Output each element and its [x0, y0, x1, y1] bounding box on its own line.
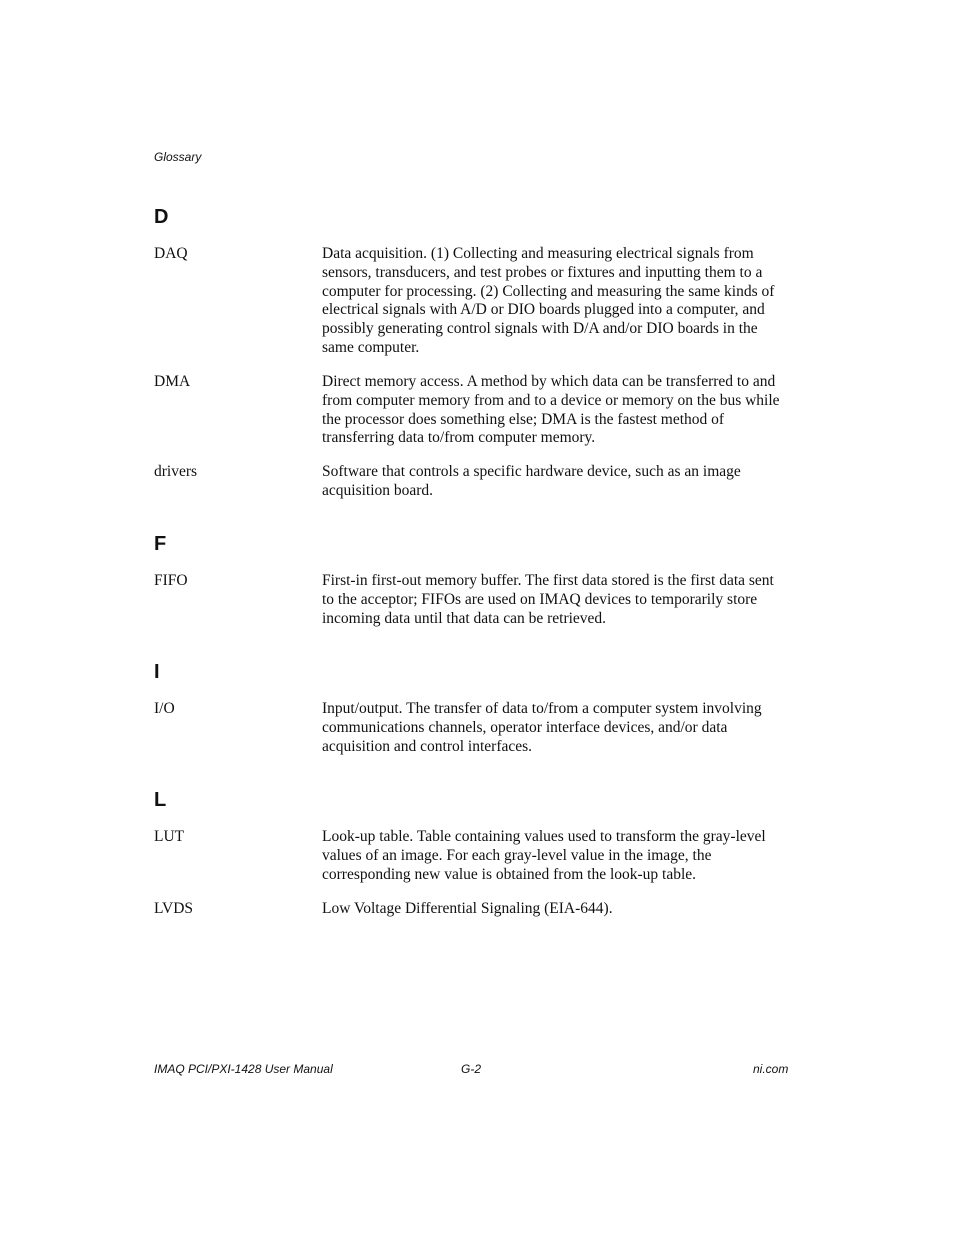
section-letter-i: I	[154, 661, 160, 683]
definition-line: First-in first-out memory buffer. The first data stored is the first data sent	[322, 572, 774, 589]
definition-line: possibly generating control signals with D/A and/or DIO boards in the	[322, 320, 758, 338]
footer-manual-title: IMAQ PCI/PXI-1428 User Manual	[154, 1062, 333, 1076]
definition-line: Look-up table. Table containing values used to transform the gray-level	[322, 828, 766, 845]
definition-line: Data acquisition. (1) Collecting and measuring electrical signals from	[322, 245, 754, 262]
glossary-definition-lvds	[322, 900, 797, 919]
definition-line: acquisition and control interfaces.	[322, 737, 533, 755]
glossary-term-fifo: FIFO	[154, 572, 188, 589]
glossary-definition-drivers	[322, 463, 797, 501]
definition-line: same computer.	[322, 338, 420, 356]
glossary-term-io: I/O	[154, 700, 175, 717]
definition-line: to the acceptor; FIFOs are used on IMAQ devices to temporarily store	[322, 590, 758, 608]
definition-line: communications channels, operator interface devices, and/or data	[322, 718, 728, 736]
glossary-definition-lut	[322, 828, 797, 884]
definition-line: the processor does something else; DMA is the fastest method of	[322, 410, 725, 428]
glossary-definition-io	[322, 700, 797, 756]
definition-line: Input/output. The transfer of data to/from a computer system involving	[322, 700, 762, 717]
definition-line: Software that controls a specific hardware device, such as an image	[322, 463, 741, 480]
definition-line: electrical signals with A/D or DIO boards plugged into a computer, and	[322, 301, 765, 319]
definition-line: values of an image. For each gray-level value in the image, the	[322, 846, 712, 864]
glossary-definition-dma	[322, 373, 797, 448]
section-letter-l: L	[154, 789, 167, 811]
definition-line: computer for processing. (2) Collecting and measuring the same kinds of	[322, 282, 775, 300]
definition-line: corresponding new value is obtained from the look-up table.	[322, 865, 697, 883]
definition-line: sensors, transducers, and test probes or fixtures and inputting them to a	[322, 263, 763, 281]
glossary-term-daq: DAQ	[154, 245, 188, 262]
glossary-term-lut: LUT	[154, 828, 185, 845]
glossary-term-drivers: drivers	[154, 463, 198, 480]
footer-website: ni.com	[753, 1062, 789, 1076]
section-letter-f: F	[154, 533, 167, 555]
definition-line: acquisition board.	[322, 481, 434, 499]
definition-line: Direct memory access. A method by which data can be transferred to and	[322, 373, 776, 390]
footer-page-number: G-2	[461, 1062, 482, 1076]
definition-line: incoming data until that data can be retrieved.	[322, 609, 607, 627]
definition-line: from computer memory from and to a device or memory on the bus while	[322, 391, 780, 409]
glossary-definition-fifo	[322, 572, 797, 628]
glossary-term-lvds: LVDS	[154, 900, 194, 917]
running-header: Glossary	[154, 150, 202, 164]
section-letter-d: D	[154, 206, 169, 228]
definition-line: transferring data to/from computer memory.	[322, 429, 596, 447]
glossary-term-dma: DMA	[154, 373, 191, 390]
definition-line: Low Voltage Differential Signaling (EIA-644).	[322, 900, 613, 917]
glossary-definition-daq	[322, 245, 797, 358]
